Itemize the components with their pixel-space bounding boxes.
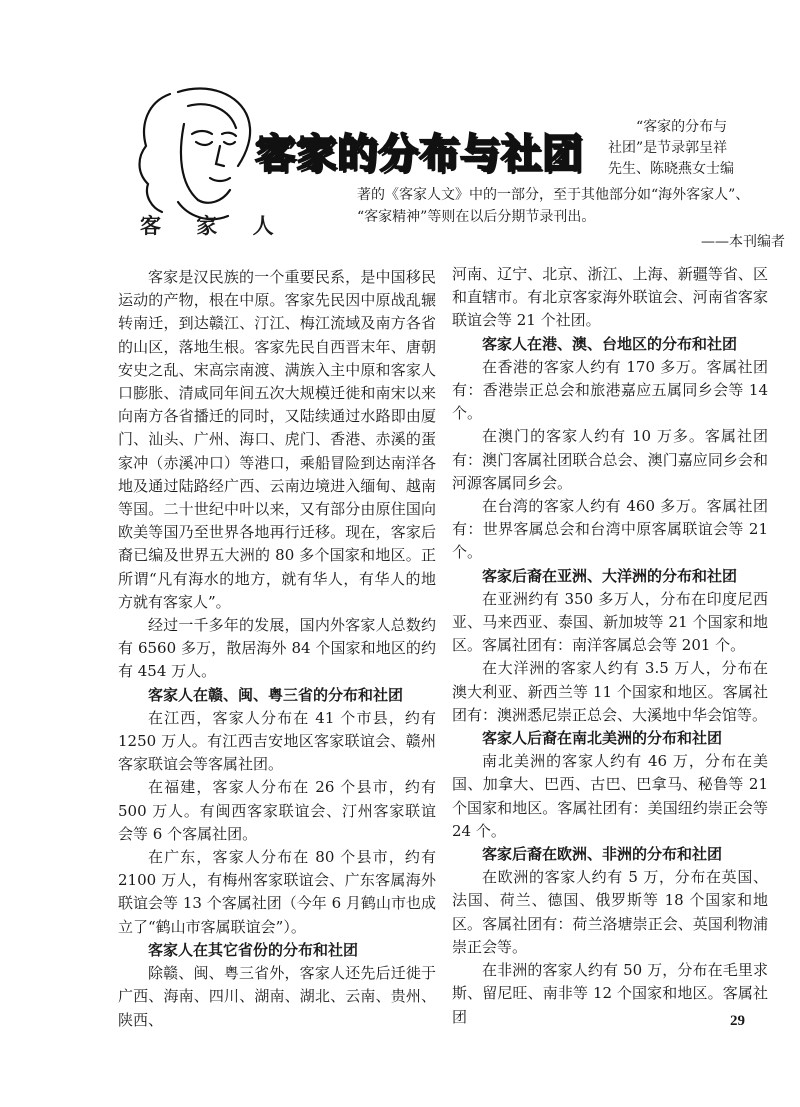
section-heading: 客家后裔在亚洲、大洋洲的分布和社团 — [482, 566, 738, 585]
paragraph: 在澳门的客家人约有 10 万多。客属社团有：澳门客属社团联合总会、澳门嘉应同乡会和河源客属同乡会。 — [452, 427, 768, 492]
editor-note-line: 社团”是节录郭呈祥 — [608, 140, 728, 156]
paragraph: 在江西，客家人分布在 41 个市县，约有 1250 万人。有江西吉安地区客家联谊会、赣州客家联谊会等客属社团。 — [118, 708, 436, 774]
paragraph: 在非洲的客家人约有 50 万，分布在毛里求斯、留尼旺、南非等 12 个国家和地区。客属社团 — [452, 961, 768, 1026]
section-heading: 客家人在其它省份的分布和社团 — [148, 940, 359, 959]
editor-note-right — [608, 117, 783, 180]
editor-note-line: “客家的分布与 — [636, 119, 728, 135]
section-label: 客 家 人 — [140, 213, 288, 238]
section-heading: 客家后裔在欧洲、非洲的分布和社团 — [482, 845, 723, 864]
paragraph: 在亚洲约有 350 多万人，分布在印度尼西亚、马来西亚、泰国、新加坡等 21 个国家和地区。客属社团有：南洋客属总会等 201 个。 — [452, 589, 768, 655]
page-number: 29 — [730, 1013, 745, 1029]
section-heading: 客家人在赣、闽、粤三省的分布和社团 — [148, 685, 404, 704]
editor-note-bottom — [357, 184, 782, 228]
paragraph-continued: 河南、辽宁、北京、浙江、上海、新疆等省、区和直辖市。有北京客家海外联谊会、河南省客家联谊会等 21 个社团。 — [452, 265, 768, 330]
section-heading: 客家人后裔在南北美洲的分布和社团 — [482, 729, 723, 748]
editor-note-line: 先生、陈晓燕女士编 — [608, 161, 734, 177]
left-column — [118, 266, 436, 1032]
paragraph: 经过一千多年的发展，国内外客家人总数约有 6560 多万，散居海外 84 个国家和地区的约有 454 万人。 — [118, 616, 436, 681]
paragraph: 在大洋洲的客家人约有 3.5 万人，分布在澳大利亚、新西兰等 11 个国家和地区。客属社团有：澳洲悉尼崇正总会、大溪地中华会馆等。 — [452, 659, 768, 724]
editor-signature: ——本刊编者 — [701, 234, 785, 250]
paragraph: 在广东，客家人分布在 80 个县市，约有 2100 万人，有梅州客家联谊会、广东客属海外联谊会等 13 个客属社团（今年 6 月鹤山市也成立了“鹤山市客属联谊会”）。 — [118, 848, 436, 936]
paragraph: 在台湾的客家人约有 460 多万。客属社团有：世界客属总会和台湾中原客属联谊会等 21 个。 — [452, 497, 768, 562]
paragraph: 南北美洲的客家人约有 46 万，分布在美国、加拿大、巴西、古巴、巴拿马、秘鲁等 21 个国家和地区。客属社团有：美国纽约崇正会等 24 个。 — [452, 752, 768, 840]
editor-note-line: 著的《客家人文》中的一部分，至于其他部分如“海外客家人”、 — [357, 187, 750, 203]
section-heading: 客家人在港、澳、台地区的分布和社团 — [482, 334, 738, 353]
paragraph: 除赣、闽、粤三省外，客家人还先后迁徙于广西、海南、四川、湖南、湖北、云南、贵州、陕西、 — [118, 964, 436, 1029]
right-column — [452, 263, 768, 1029]
paragraph: 在福建，客家人分布在 26 个县市，约有 500 万人。有闽西客家联谊会、汀州客家联谊会等 6 个客属社团。 — [118, 778, 436, 843]
paragraph: 在欧洲的客家人约有 5 万，分布在英国、法国、荷兰、德国、俄罗斯等 18 个国家和地区。客属社团有：荷兰洛塘崇正会、英国利物浦崇正会等。 — [452, 868, 768, 956]
paragraph: 在香港的客家人约有 170 多万。客属社团有：香港崇正总会和旅港嘉应五属同乡会等 14 个。 — [452, 357, 768, 423]
article-title: 客家的分布与社团 — [255, 131, 583, 177]
paragraph: 客家是汉民族的一个重要民系，是中国移民运动的产物，根在中原。客家先民因中原战乱辗转南迁，到达赣江、汀江、梅江流域及南方各省的山区，落地生根。客家先民自西晋末年、唐朝安史之乱、宋高宗南渡、满族入主中原和客家人口膨胀、清咸同年间五次大规模迁徙和南宋以来向南方各省播迁的同时，又陆续通过水路即由厦门、汕头、广州、海口、虎门、香港、赤溪的蛋家冲（赤溪冲口）等港口，乘船冒险到达南洋各地及通过陆路经广西、云南边境进入缅甸、越南等国。二十世纪中叶以来，又有部分由原住国向欧美等国乃至世界各地再行迁移。现在，客家后裔已编及世界五大洲的 80 多个国家和地区。正所谓“凡有海水的地方，就有华人，有华人的地方就有客家人”。 — [118, 268, 436, 611]
editor-note-line: “客家精神”等则在以后分期节录刊出。 — [357, 209, 596, 225]
